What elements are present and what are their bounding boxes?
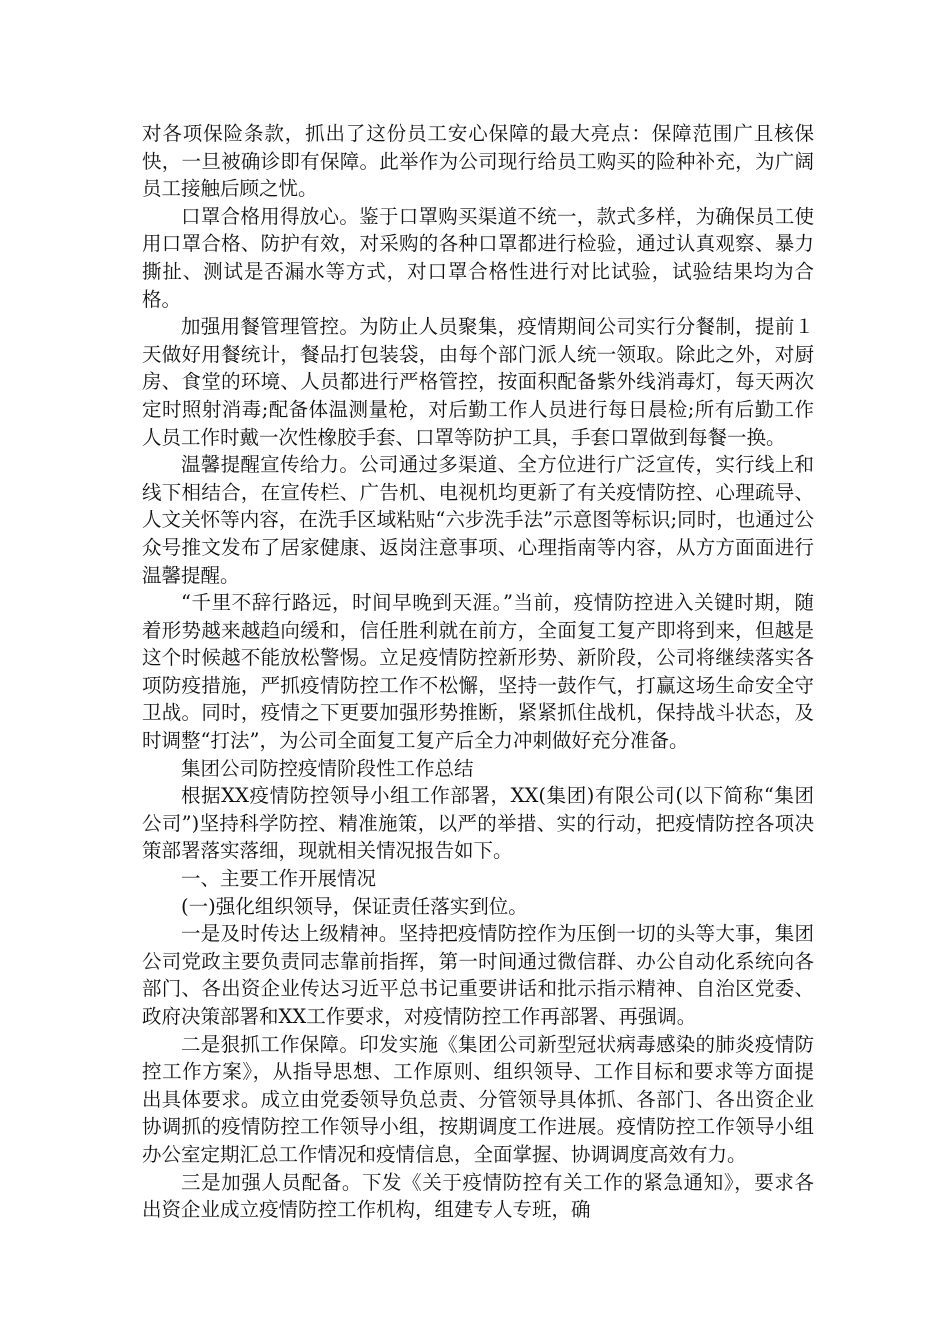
section-heading: 一、主要工作开展情况	[181, 867, 377, 891]
paragraph: 根据XX疫情防控领导小组工作部署，XX(集团)有限公司(以下简称“集团公司”)坚持科学防控、精准施策，以严的举措、实的行动，把疫情防控各项决策部署落实落细，现就相关情况报告如下。	[142, 784, 814, 863]
paragraph: 加强用餐管理管控。为防止人员聚集，疫情期间公司实行分餐制，提前１天做好用餐统计，餐品打包装袋，由每个部门派人统一领取。除此之外，对厨房、食堂的环境、人员都进行严格管控，按面积配备紫外线消毒灯，每天两次定时照射消毒;配备体温测量枪，对后勤工作人员进行每日晨检;所有后勤工作人员工作时戴一次性橡胶手套、口罩等防护工具，手套口罩做到每餐一换。	[142, 315, 814, 449]
paragraph: 二是狠抓工作保障。印发实施《集团公司新型冠状病毒感染的肺炎疫情防控工作方案》，从指导思想、工作原则、组织领导、工作目标和要求等方面提出具体要求。成立由党委领导负总责、分管领导具体抓、各部门、各出资企业协调抓的疫情防控工作领导小组，按期调度工作进展。疫情防控工作领导小组办公室定期汇总工作情况和疫情信息，全面掌握、协调调度高效有力。	[142, 1032, 814, 1166]
paragraph: 一是及时传达上级精神。坚持把疫情防控作为压倒一切的头等大事，集团公司党政主要负责同志靠前指挥，第一时间通过微信群、办公自动化系统向各部门、各出资企业传达习近平总书记重要讲话和批示指示精神、自治区党委、政府决策部署和XX工作要求，对疫情防控工作再部署、再强调。	[142, 922, 814, 1028]
paragraph: 温馨提醒宣传给力。公司通过多渠道、全方位进行广泛宣传，实行线上和线下相结合，在宣传栏、广告机、电视机均更新了有关疫情防控、心理疏导、人文关怀等内容，在洗手区域粘贴“六步洗手法”示意图等标识;同时，也通过公众号推文发布了居家健康、返岗注意事项、心理指南等内容，从方方面面进行温馨提醒。	[142, 453, 814, 587]
paragraph: “千里不辞行路远，时间早晚到天涯。”当前，疫情防控进入关键时期，随着形势越来越趋向缓和，信任胜利就在前方，全面复工复产即将到来，但越是这个时候越不能放松警惕。立足疫情防控新形势、新阶段，公司将继续落实各项防疫措施，严抓疫情防控工作不松懈，坚持一鼓作气，打赢这场生命安全守卫战。同时，疫情之下更要加强形势推断，紧紧抓住战机，保持战斗状态，及时调整“打法”，为公司全面复工复产后全力冲刺做好充分准备。	[142, 591, 814, 753]
paragraph: 三是加强人员配备。下发《关于疫情防控有关工作的紧急通知》，要求各出资企业成立疫情防控工作机构，组建专人专班，确	[142, 1170, 814, 1222]
paragraph: 对各项保险条款，抓出了这份员工安心保障的最大亮点：保障范围广且核保快，一旦被确诊即有保障。此举作为公司现行给员工购买的险种补充，为广阔员工接触后顾之忧。	[142, 122, 814, 201]
section-title: 集团公司防控疫情阶段性工作总结	[181, 756, 474, 780]
paragraph: 口罩合格用得放心。鉴于口罩购买渠道不统一，款式多样，为确保员工使用口罩合格、防护有效，对采购的各种口罩都进行检验，通过认真观察、暴力撕扯、测试是否漏水等方式，对口罩合格性进行对比试验，试验结果均为合格。	[142, 204, 814, 311]
subsection-heading: (一)强化组织领导，保证责任落实到位。	[181, 894, 528, 918]
document-body	[142, 120, 814, 1224]
